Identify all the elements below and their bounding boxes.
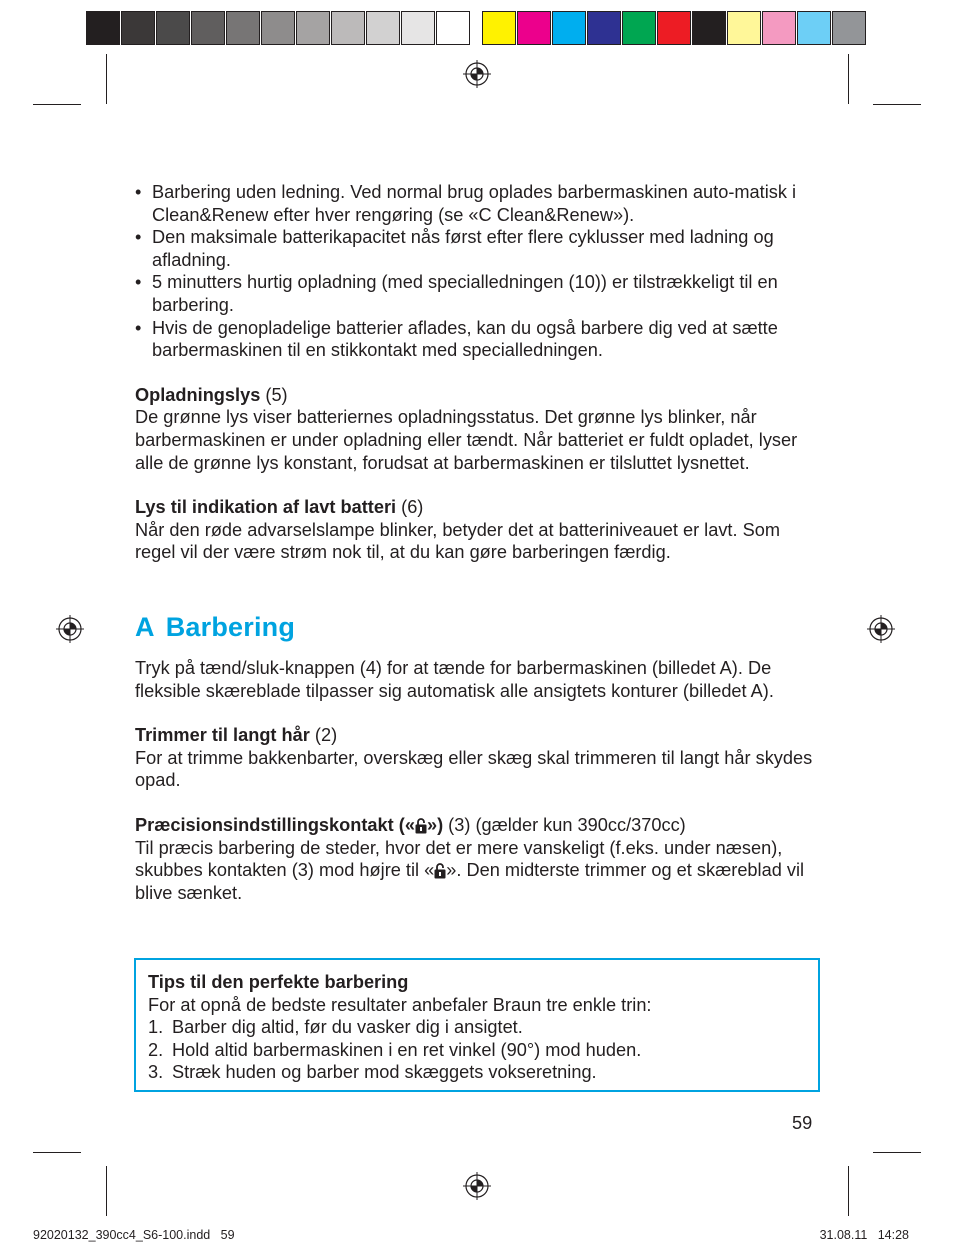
color-swatch <box>261 11 295 45</box>
section-body: De grønne lys viser batteriernes opladningsstatus. Det grønne lys blinker, når barbermaskinen er under opladning eller tændt. Når batteriet er fuldt opladet, lyser alle de grønne lys konstant, forudsat at barbermaskinen er tilsluttet lysnettet. <box>135 407 798 473</box>
page-number: 59 <box>792 1113 813 1133</box>
color-swatch <box>692 11 726 45</box>
color-swatch <box>191 11 225 45</box>
precision-section <box>135 814 819 904</box>
crop-mark <box>106 1166 107 1216</box>
color-swatch <box>366 11 400 45</box>
color-swatch <box>226 11 260 45</box>
color-swatch <box>552 11 586 45</box>
list-item: • Hvis de genopladelige batterier aflades, kan du også barbere dig ved at sætte barbermaskinen til en stikkontakt med specialledningen. <box>135 317 819 362</box>
color-swatch <box>587 11 621 45</box>
registration-mark-icon <box>866 614 896 644</box>
registration-mark-icon <box>462 1171 492 1201</box>
color-swatch <box>331 11 365 45</box>
registration-mark-icon <box>55 614 85 644</box>
lock-icon <box>434 862 446 879</box>
color-swatch <box>436 11 470 45</box>
section-body: Til præcis barbering de steder, hvor det er mere vanskeligt (f.eks. under næsen), skubbes kontakten (3) mod højre til « ». Den midterste trimmer og et skæreblad vil blive sænket. <box>135 837 805 903</box>
tips-title: Tips til den perfekte barbering <box>148 972 409 992</box>
color-swatch <box>121 11 155 45</box>
battery-bullet-list <box>135 181 819 362</box>
grayscale-calibration-bar <box>86 11 471 47</box>
crop-mark <box>848 54 849 104</box>
list-item: 3. Stræk huden og barber mod skæggets vokseretning. <box>148 1062 597 1083</box>
section-heading <box>135 612 295 643</box>
color-swatch <box>482 11 516 45</box>
color-swatch <box>727 11 761 45</box>
tips-list <box>148 1016 806 1084</box>
tips-box <box>134 958 820 1092</box>
color-swatch <box>762 11 796 45</box>
color-swatch <box>86 11 120 45</box>
list-item: 2. Hold altid barbermaskinen i en ret vinkel (90°) mod huden. <box>148 1039 642 1060</box>
color-swatch <box>797 11 831 45</box>
color-calibration-bar <box>482 11 867 47</box>
list-item: 1. Barber dig altid, før du vasker dig i ansigtet. <box>148 1017 523 1038</box>
intro-paragraph: Tryk på tænd/sluk-knappen (4) for at tænde for barbermaskinen (billedet A). De fleksible skæreblade tilpasser sig automatisk alle ansigtets konturer (billedet A). <box>135 658 774 701</box>
section-title: Lys til indikation af lavt batteri (6) <box>135 497 424 518</box>
section-title: Trimmer til langt hår (2) <box>135 725 338 746</box>
crop-mark <box>873 1152 921 1153</box>
section-letter: A <box>135 612 155 642</box>
tips-intro: For at opnå de bedste resultater anbefaler Braun tre enkle trin: <box>148 994 652 1015</box>
low-battery-section <box>135 496 819 564</box>
footer-date-time: 31.08.11 14:28 <box>819 1228 909 1242</box>
section-body: For at trimme bakkenbarter, overskæg eller skæg skal trimmeren til langt hår skydes opad. <box>135 747 813 791</box>
list-item: • Barbering uden ledning. Ved normal brug oplades barbermaskinen auto-matisk i Clean&Renew efter hver rengøring (se «C Clean&Renew»). <box>135 181 819 226</box>
lock-icon <box>415 817 427 834</box>
color-swatch <box>657 11 691 45</box>
shaving-content <box>135 657 819 904</box>
list-item: • 5 minutters hurtig opladning (med specialledningen (10)) er tilstrækkeligt til en barbering. <box>135 271 819 316</box>
list-item: • Den maksimale batterikapacitet nås først efter flere cyklusser med ladning og afladning. <box>135 226 819 271</box>
charging-light-section <box>135 384 819 474</box>
section-title: Præcisionsindstillingskontakt (« ») (3) (gælder kun 390cc/370cc) <box>135 814 686 835</box>
crop-mark <box>106 54 107 104</box>
color-swatch <box>401 11 435 45</box>
upper-content <box>135 181 819 564</box>
section-title: Opladningslys (5) <box>135 384 288 405</box>
registration-mark-icon <box>462 59 492 89</box>
color-swatch <box>296 11 330 45</box>
footer-file-info: 92020132_390cc4_S6-100.indd 59 <box>33 1228 235 1242</box>
crop-mark <box>848 1166 849 1216</box>
crop-mark <box>873 104 921 105</box>
color-swatch <box>622 11 656 45</box>
color-swatch <box>517 11 551 45</box>
crop-mark <box>33 1152 81 1153</box>
color-swatch <box>832 11 866 45</box>
section-body: Når den røde advarselslampe blinker, betyder det at batteriniveauet er lavt. Som regel vil der være strøm nok til, at du kan gøre barberingen færdig. <box>135 519 780 563</box>
trimmer-section <box>135 724 819 792</box>
crop-mark <box>33 104 81 105</box>
color-swatch <box>156 11 190 45</box>
section-heading-text: Barbering <box>165 612 296 642</box>
